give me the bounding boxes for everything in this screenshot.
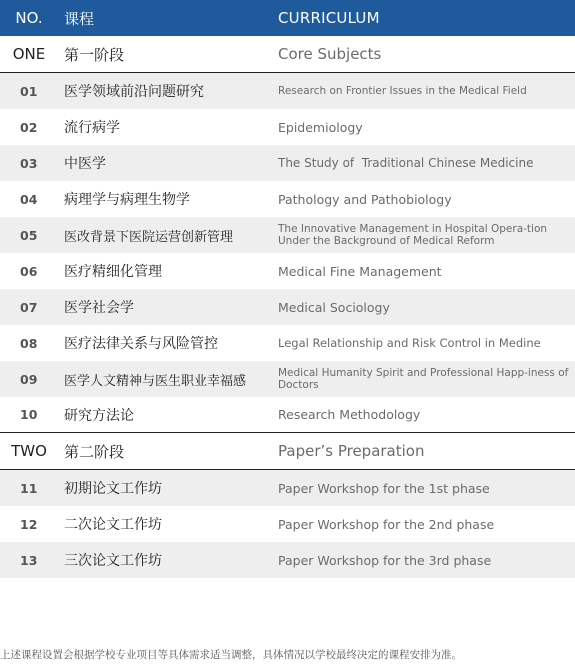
row-curriculum: Epidemiology bbox=[278, 119, 363, 135]
row-no: 13 bbox=[20, 552, 38, 568]
table-header bbox=[0, 0, 575, 36]
row-course: 中医学 bbox=[64, 156, 106, 172]
phase-two-course: 第二阶段 bbox=[64, 442, 125, 461]
phase-one-row bbox=[0, 36, 575, 73]
row-course: 三次论文工作坊 bbox=[64, 553, 162, 569]
row-course: 医疗法律关系与风险管控 bbox=[64, 336, 218, 352]
row-no: 05 bbox=[20, 227, 38, 243]
row-course: 病理学与病理生物学 bbox=[64, 192, 190, 208]
row-no: 12 bbox=[20, 516, 38, 532]
row-course: 研究方法论 bbox=[64, 407, 134, 424]
table-row bbox=[0, 325, 575, 361]
row-curriculum: Research on Frontier Issues in the Medical Field bbox=[278, 85, 527, 97]
row-course: 流行病学 bbox=[64, 120, 120, 136]
header-curriculum: CURRICULUM bbox=[278, 9, 380, 27]
phase-two-no: TWO bbox=[11, 442, 47, 460]
table-row bbox=[0, 397, 575, 433]
row-no: 02 bbox=[20, 119, 38, 135]
row-curriculum: Paper Workshop for the 2nd phase bbox=[278, 516, 495, 532]
row-course: 医学人文精神与医生职业幸福感 bbox=[64, 373, 247, 389]
table-row bbox=[0, 361, 575, 397]
row-curriculum: Medical Fine Management bbox=[278, 263, 442, 279]
table-row bbox=[0, 542, 575, 578]
row-no: 08 bbox=[20, 335, 38, 351]
footnote: 上述课程设置会根据学校专业项目等具体需求适当调整，具体情况以学校最终决定的课程安排为准。 bbox=[0, 649, 462, 661]
row-no: 10 bbox=[20, 407, 38, 422]
table-row bbox=[0, 470, 575, 506]
row-course: 医学领域前沿问题研究 bbox=[64, 84, 204, 100]
row-curriculum: Paper Workshop for the 3rd phase bbox=[278, 552, 492, 568]
row-no: 06 bbox=[20, 263, 38, 279]
row-curriculum: The Study of Traditional Chinese Medicine bbox=[278, 156, 534, 170]
row-curriculum: Research Methodology bbox=[278, 407, 421, 422]
table-row bbox=[0, 145, 575, 181]
row-course: 医改背景下医院运营创新管理 bbox=[64, 229, 234, 245]
row-no: 09 bbox=[20, 371, 38, 387]
row-curriculum: Pathology and Pathobiology bbox=[278, 191, 452, 207]
table-row bbox=[0, 289, 575, 325]
phase-one-no: ONE bbox=[12, 45, 46, 63]
table-row bbox=[0, 253, 575, 289]
row-no: 04 bbox=[20, 191, 38, 207]
row-no: 07 bbox=[20, 299, 38, 315]
row-curriculum: Medical Sociology bbox=[278, 299, 390, 315]
table-row bbox=[0, 109, 575, 145]
table-row bbox=[0, 73, 575, 109]
row-no: 11 bbox=[20, 480, 38, 496]
phase-one-curriculum: Core Subjects bbox=[278, 45, 382, 63]
phase-two-curriculum: Paper’s Preparation bbox=[278, 442, 425, 460]
row-curriculum: The Innovative Management in Hospital Opera-tion Under the Background of Medical Reform bbox=[278, 223, 548, 247]
header-course: 课程 bbox=[64, 9, 95, 28]
row-no: 01 bbox=[20, 83, 38, 99]
row-course: 初期论文工作坊 bbox=[64, 481, 162, 497]
table-row bbox=[0, 181, 575, 217]
row-curriculum: Medical Humanity Spirit and Professional Happ-iness of Doctors bbox=[278, 367, 569, 391]
row-no: 03 bbox=[20, 155, 38, 171]
row-curriculum: Legal Relationship and Risk Control in Medine bbox=[278, 336, 541, 350]
row-course: 二次论文工作坊 bbox=[64, 517, 162, 533]
row-course: 医学社会学 bbox=[64, 300, 134, 316]
header-no: NO. bbox=[15, 9, 43, 27]
row-curriculum: Paper Workshop for the 1st phase bbox=[278, 480, 490, 496]
table-row bbox=[0, 506, 575, 542]
row-course: 医疗精细化管理 bbox=[64, 264, 162, 280]
phase-one-course: 第一阶段 bbox=[64, 45, 125, 64]
table-row bbox=[0, 217, 575, 253]
phase-two-row bbox=[0, 433, 575, 470]
